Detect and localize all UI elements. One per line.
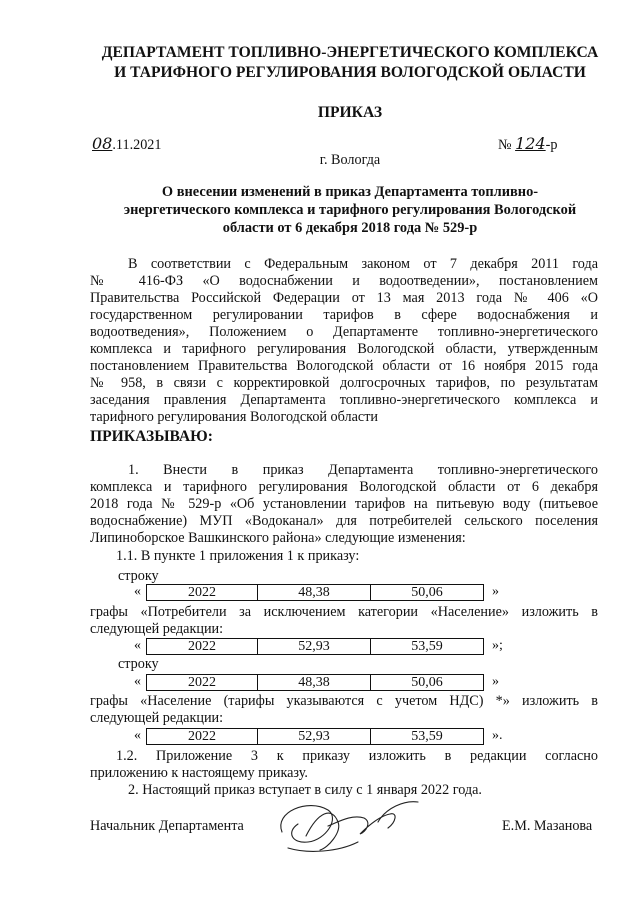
handwritten-day: 08 (92, 134, 113, 153)
doc-type: ПРИКАЗ (317, 104, 383, 121)
document-date (92, 134, 162, 154)
order-word: ПРИКАЗЫВАЮ: (90, 428, 213, 445)
tariff-row-new-2 (146, 728, 484, 745)
signatory-position: Начальник Департамента (90, 818, 244, 834)
subitem-1-2-line1: 1.2. Приложение 3 к приказу изложить в редакции согласно (116, 748, 598, 764)
preamble-line: постановлением Правительства Вологодской области от 16 ноября 2015 года (90, 358, 598, 374)
signatory-name: Е.М. Мазанова (502, 818, 593, 834)
item1-line: 2018 года № 529-р «Об установлении тарифов на питьевую воду (питьевое (90, 496, 598, 512)
quote-close: ». (492, 728, 503, 743)
preamble-line: № 958, в связи с корректировкой долгосрочных тарифов, по результатам (90, 375, 598, 391)
doc-title-line2: энергетического комплекса и тарифного регулирования Вологодской (123, 202, 577, 218)
preamble-line: комплекса и тарифного регулирования Вологодской области, утвержденным (90, 341, 598, 357)
city: г. Вологда (319, 152, 381, 168)
signature-stroke (306, 813, 339, 850)
document-number (498, 134, 557, 154)
quote-open: « (134, 674, 141, 689)
subitem-1-2-line2: приложению к настоящему приказу. (90, 765, 308, 781)
item1-line: Липиноборское Вашкинского района» следующие изменения: (90, 530, 466, 546)
word-stroku: строку (118, 656, 159, 672)
number-suffix: -р (545, 137, 558, 153)
preamble-line: государственном регулировании тарифов в сфере водоснабжения и (90, 307, 598, 323)
cell-year: 2022 (147, 675, 258, 691)
graph1-text: графы «Потребители за исключением категории «Население» изложить в (90, 604, 598, 620)
number-sign: № (498, 137, 512, 153)
cell-year: 2022 (147, 729, 258, 745)
cell-tariff-2: 50,06 (371, 585, 484, 601)
cell-tariff-1: 48,38 (258, 675, 371, 691)
item1-line: 1. Внести в приказ Департамента топливно-энергетического (128, 462, 598, 478)
cell-tariff-1: 52,93 (258, 729, 371, 745)
quote-open: « (134, 728, 141, 743)
next-edition-label: следующей редакции: (90, 621, 224, 637)
item1-line: водоснабжение) МУП «Водоканал» для потребителей сельского поселения (90, 513, 598, 529)
subitem-1-1: 1.1. В пункте 1 приложения 1 к приказу: (116, 548, 360, 564)
cell-tariff-2: 53,59 (371, 639, 484, 655)
org-name-line1: ДЕПАРТАМЕНТ ТОПЛИВНО-ЭНЕРГЕТИЧЕСКОГО КОМПЛЕКСА (101, 44, 599, 61)
item1-line: комплекса и тарифного регулирования Вологодской области от 6 декабря (90, 479, 598, 495)
tariff-row-old-1 (146, 584, 484, 601)
graph2-text: графы «Население (тарифы указываются с учетом НДС) *» изложить в (90, 693, 598, 709)
tariff-row-old-2 (146, 674, 484, 691)
date-rest: .11.2021 (112, 137, 162, 153)
handwritten-signature (268, 792, 438, 862)
quote-close: » (492, 674, 499, 689)
item2: 2. Настоящий приказ вступает в силу с 1 января 2022 года. (128, 782, 482, 798)
doc-title-line3: области от 6 декабря 2018 года № 529-р (222, 220, 478, 236)
preamble-line: тарифного регулирования Вологодской области (90, 409, 378, 425)
preamble-line: водоотведения», Положением о Департаменте топливно-энергетического (90, 324, 598, 340)
word-stroku: строку (118, 568, 159, 584)
signature-loop (281, 806, 333, 843)
preamble-line: заседания правления Департамента топливно-энергетического комплекса и (90, 392, 598, 408)
cell-tariff-1: 48,38 (258, 585, 371, 601)
cell-year: 2022 (147, 585, 258, 601)
quote-open: « (134, 638, 141, 653)
doc-title-line1: О внесении изменений в приказ Департамента топливно- (161, 184, 539, 200)
cell-tariff-2: 50,06 (371, 675, 484, 691)
quote-close: »; (492, 638, 503, 653)
handwritten-number: 124 (515, 134, 546, 153)
cell-tariff-1: 52,93 (258, 639, 371, 655)
tariff-row-new-1 (146, 638, 484, 655)
next-edition-label: следующей редакции: (90, 710, 224, 726)
org-name-line2: И ТАРИФНОГО РЕГУЛИРОВАНИЯ ВОЛОГОДСКОЙ ОБЛАСТИ (114, 64, 586, 81)
preamble-line: В соответствии с Федеральным законом от 7 декабря 2011 года (128, 256, 598, 272)
cell-tariff-2: 53,59 (371, 729, 484, 745)
quote-open: « (134, 584, 141, 599)
preamble-line: № 416-ФЗ «О водоснабжении и водоотведении», постановлением (90, 273, 598, 289)
cell-year: 2022 (147, 639, 258, 655)
quote-close: » (492, 584, 499, 599)
signature-stroke (378, 802, 418, 822)
preamble-line: Правительства Российской Федерации от 13 мая 2013 года № 406 «О (90, 290, 598, 306)
signature-tail (288, 842, 358, 851)
